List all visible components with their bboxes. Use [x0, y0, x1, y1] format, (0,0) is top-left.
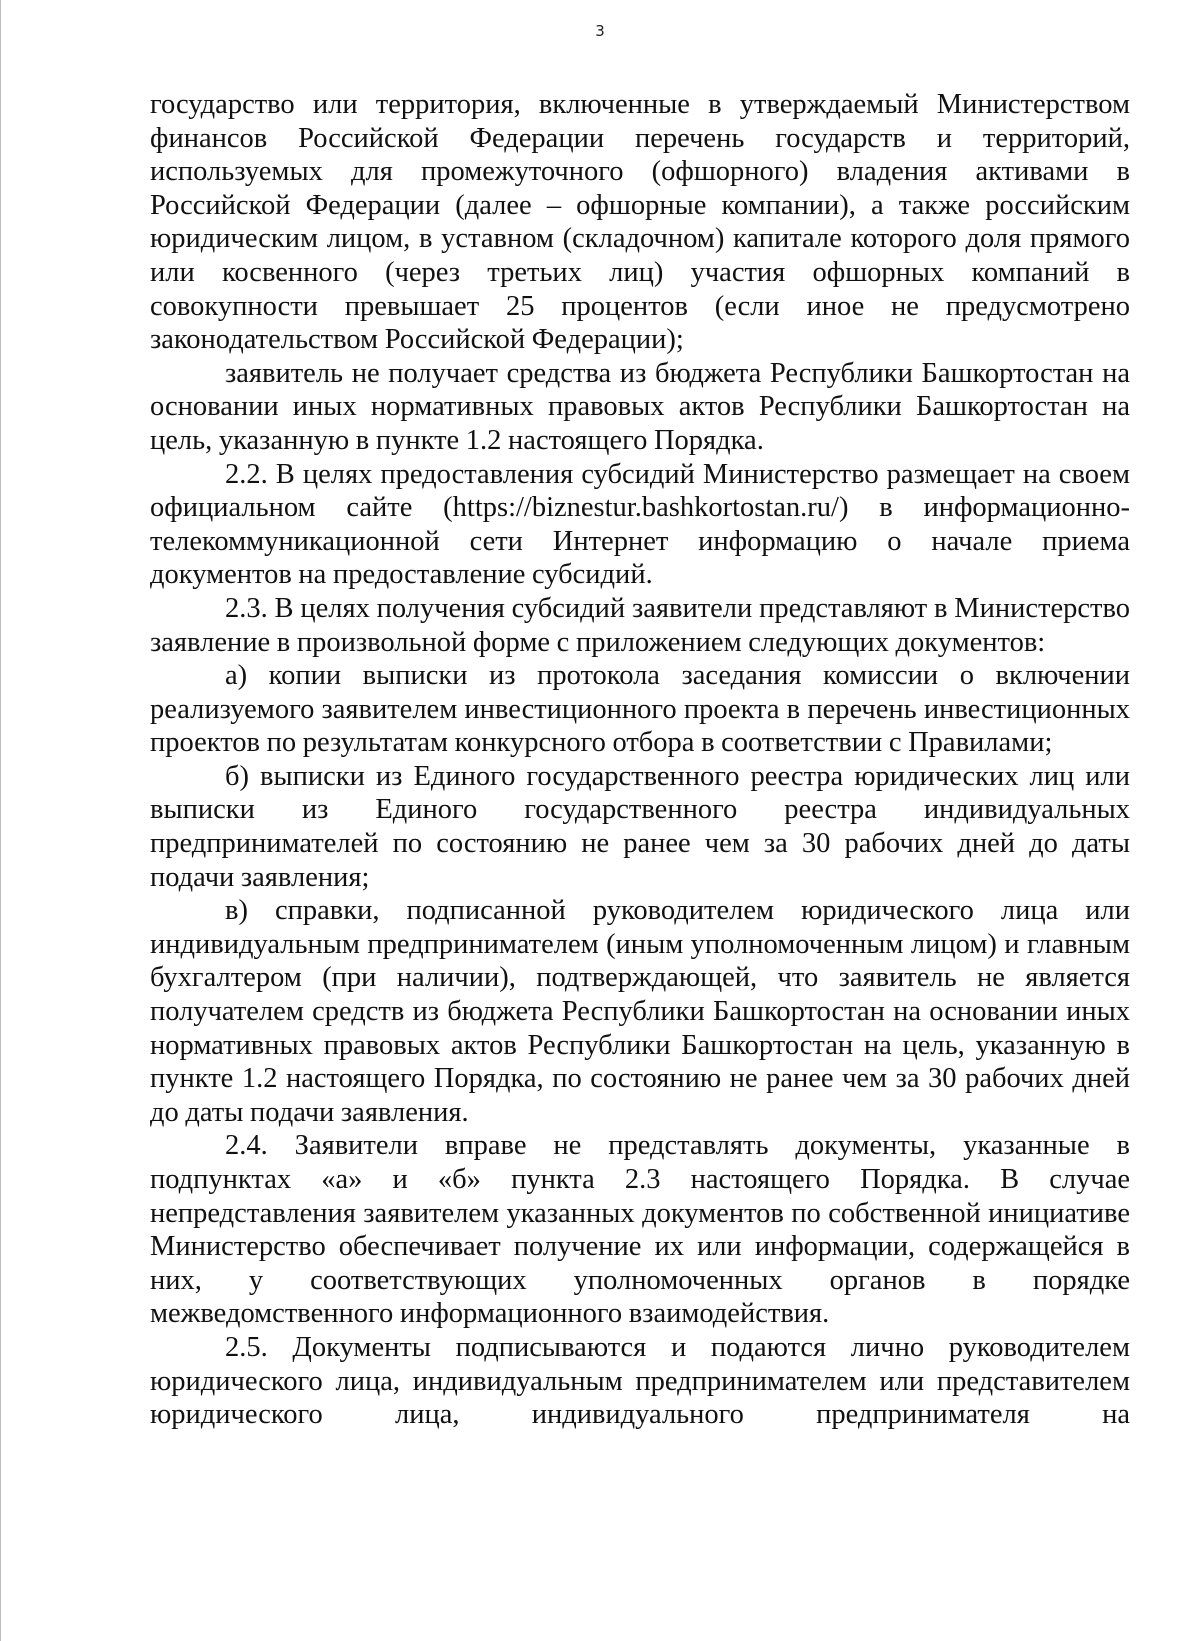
paragraph-2-4: 2.4. Заявители вправе не представлять документы, указанные в подпунктах «а» и «б» пункта 2.3 настоящего Порядка. В случае непредставления заявителем указанных документов по собственной инициативе Министерство обеспечивает получение их или информации, содержащейся в них, у соответствующих уполномоченных органов в порядке межведомственного информационного взаимодействия. [150, 1130, 1130, 1330]
paragraph-no-budget-funds: заявитель не получает средства из бюджета Республики Башкортостан на основании иных нормативных правовых актов Республики Башкортостан на цель, указанную в пункте 1.2 настоящего Порядка. [150, 357, 1130, 456]
paragraph-2-3-a: а) копии выписки из протокола заседания комиссии о включении реализуемого заявителем инвестиционного проекта в перечень инвестиционных проектов по результатам конкурсного отбора в соответствии с Правилами; [150, 660, 1130, 759]
paragraph-2-3: 2.3. В целях получения субсидий заявители представляют в Министерство заявление в произвольной форме с приложением следующих документов: [150, 592, 1130, 658]
paragraph-offshore-continuation: государство или территория, включенные в утверждаемый Министерством финансов Российской Федерации перечень государств и территорий, используемых для промежуточного (офшорного) владения активами в Российской Федерации (далее – офшорные компании), а также российским юридическим лицом, в уставном (складочном) капитале которого доля прямого или косвенного (через третьих лиц) участия офшорных компаний в совокупности превышает 25 процентов (если иное не предусмотрено законодательством Российской Федерации); [150, 89, 1130, 356]
document-body [150, 88, 1130, 1432]
paragraph-2-2: 2.2. В целях предоставления субсидий Министерство размещает на своем официальном сайте (https://biznestur.bashkortostan.ru/) в информационно-телекоммуникационной сети Интернет информацию о начале приема документов на предоставление субсидий. [150, 458, 1130, 591]
page-number: 3 [595, 22, 605, 40]
paragraph-2-3-v: в) справки, подписанной руководителем юридического лица или индивидуальным предпринимателем (иным уполномоченным лицом) и главным бухгалтером (при наличии), подтверждающей, что заявитель не является получателем средств из бюджета Республики Башкортостан на основании иных нормативных правовых актов Республики Башкортостан на цель, указанную в пункте 1.2 настоящего Порядка, по состоянию не ранее чем за 30 рабочих дней до даты подачи заявления. [150, 895, 1130, 1128]
paragraph-2-5: 2.5. Документы подписываются и подаются лично руководителем юридического лица, индивидуальным предпринимателем или представителем юридического лица, индивидуального предпринимателя на [150, 1331, 1130, 1431]
scan-edge-line [0, 0, 1, 1641]
paragraph-2-3-b: б) выписки из Единого государственного реестра юридических лиц или выписки из Единого государственного реестра индивидуальных предпринимателей по состоянию не ранее чем за 30 рабочих дней до даты подачи заявления; [150, 760, 1130, 893]
